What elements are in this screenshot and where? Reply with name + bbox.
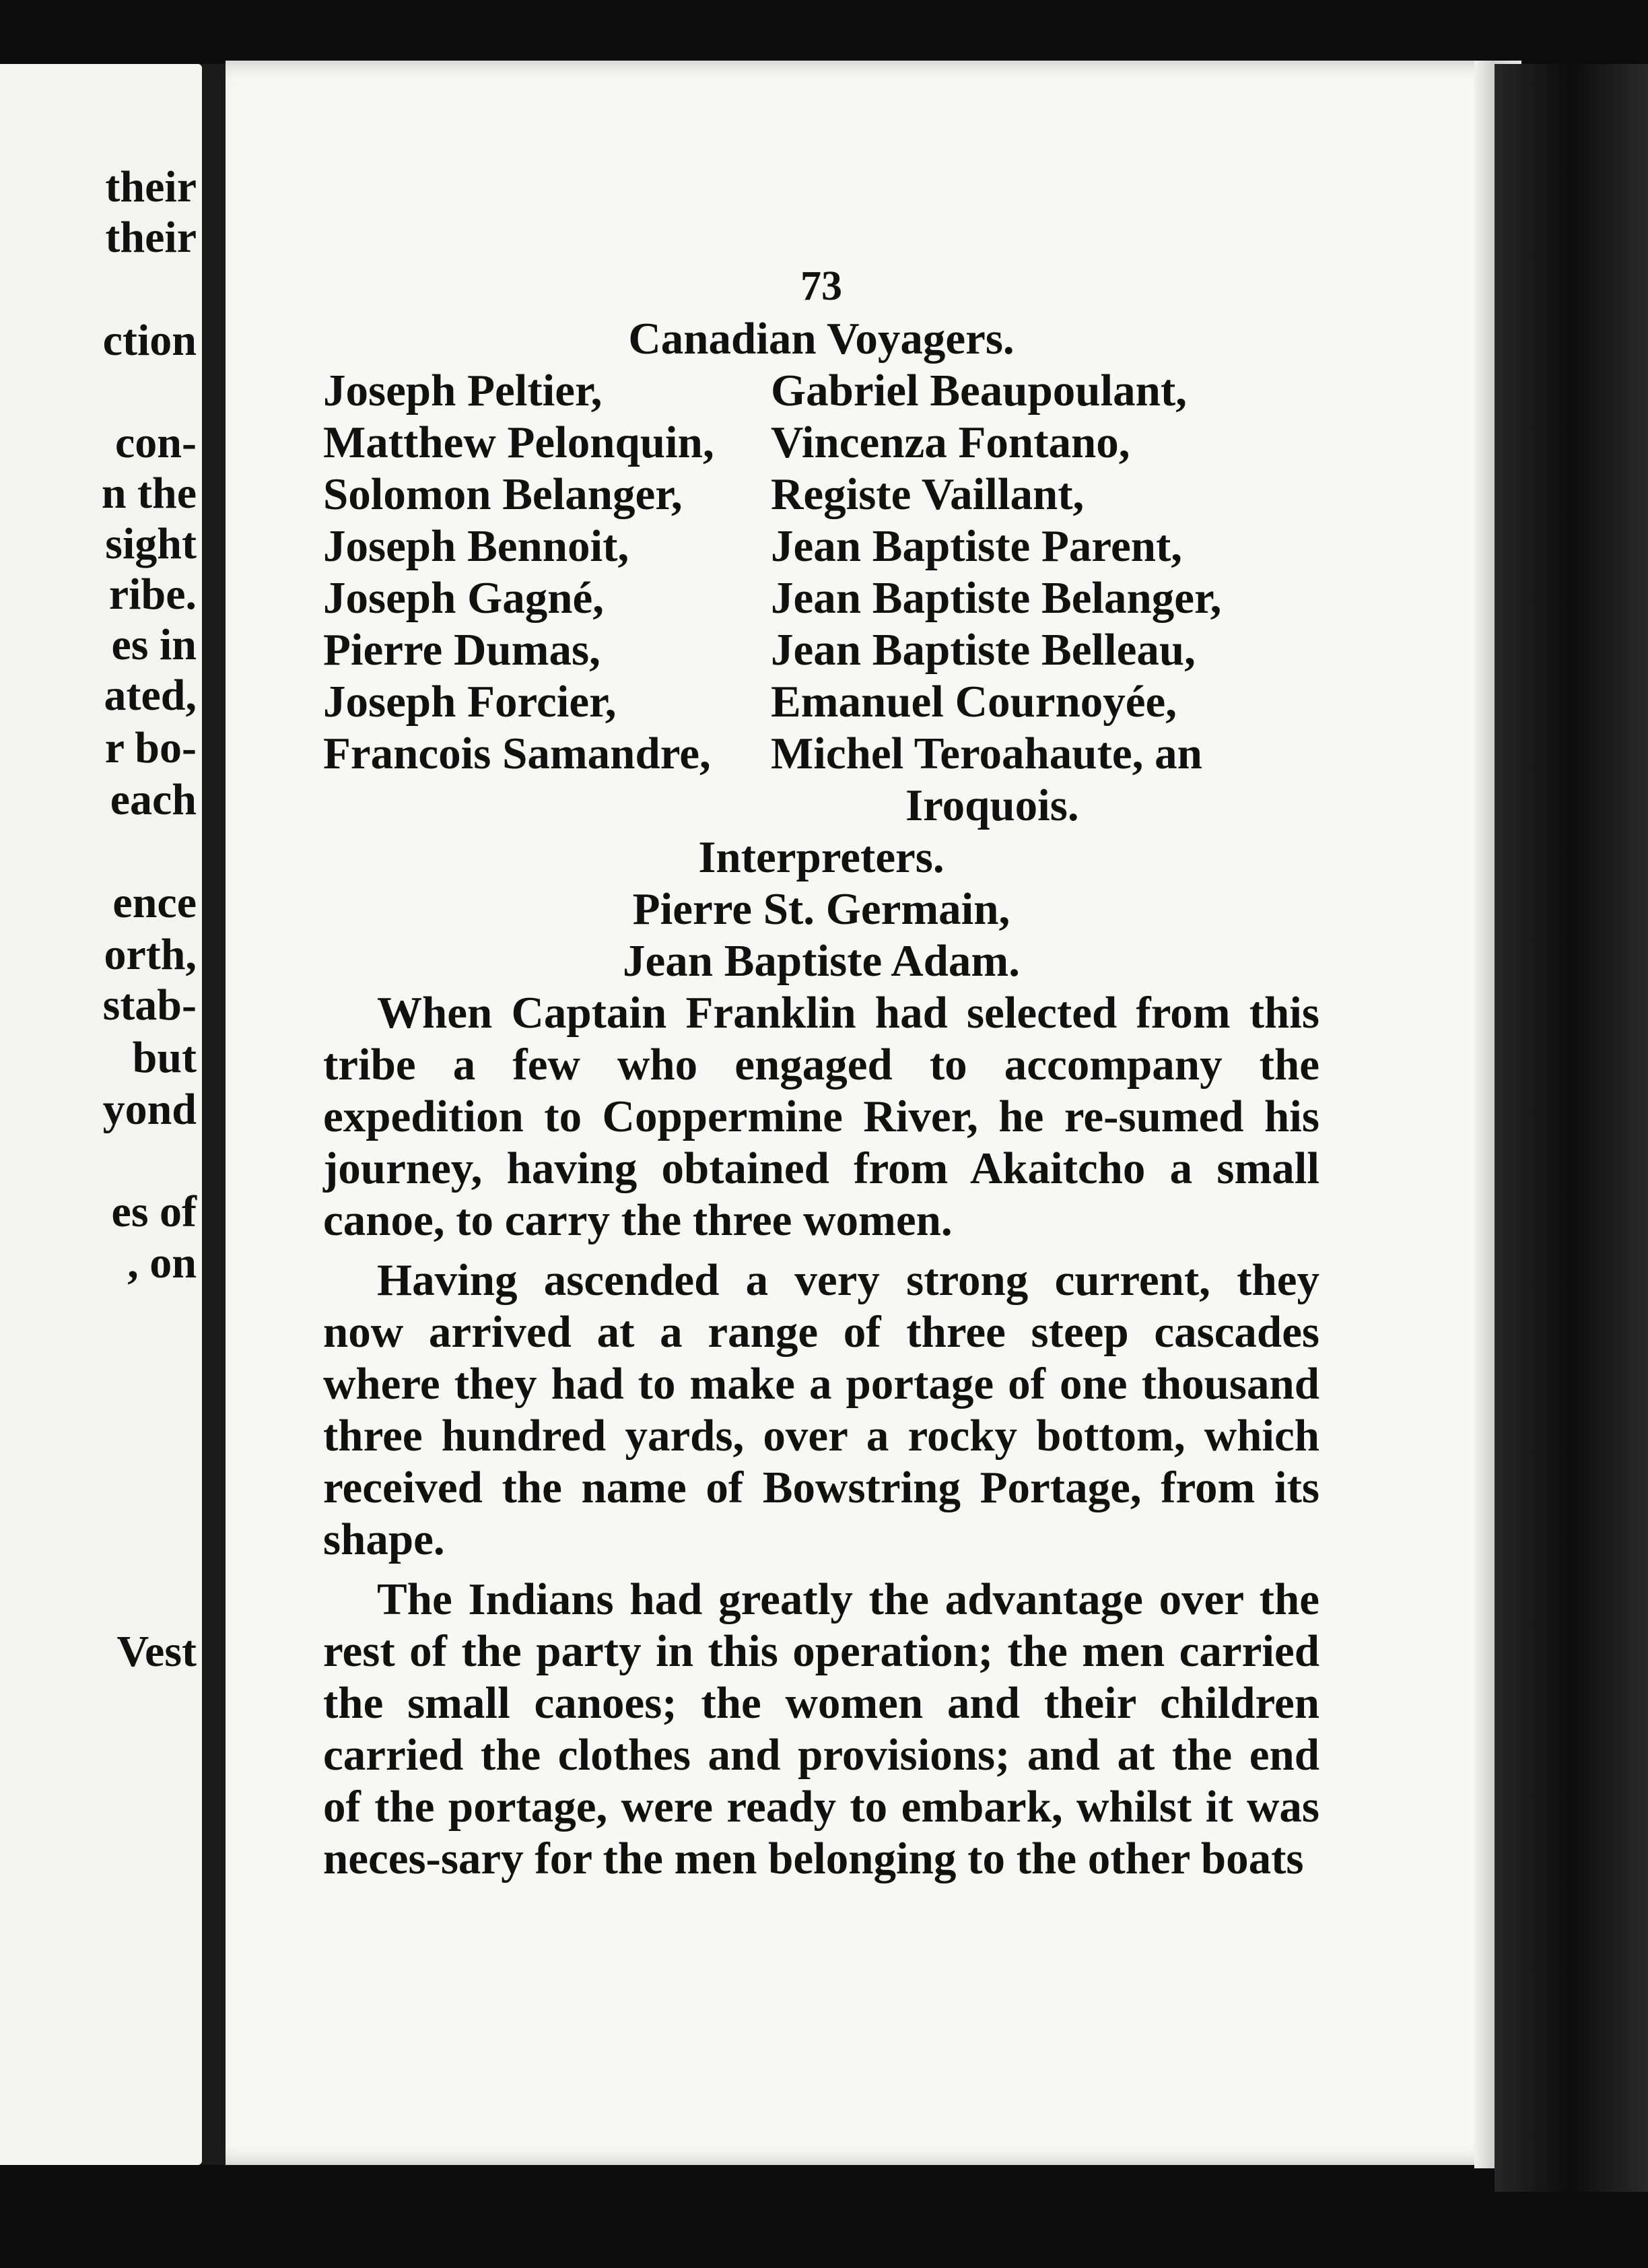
left-page-fragment: , on	[127, 1238, 197, 1288]
voyagers-heading: Canadian Voyagers.	[628, 314, 1015, 364]
left-page-fragment: es of	[111, 1187, 197, 1236]
voyager-name: Jean Baptiste Parent,	[771, 521, 1183, 571]
voyager-name: Pierre Dumas,	[323, 625, 600, 675]
page-content	[323, 259, 1319, 1885]
voyagers-right-column	[771, 365, 1319, 832]
voyager-name: Gabriel Beaupoulant,	[771, 366, 1187, 415]
voyagers-list	[323, 365, 1319, 832]
left-page-fragment: orth,	[104, 930, 197, 979]
voyager-name: Emanuel Cournoyée,	[771, 677, 1177, 727]
left-page-fragment: their	[105, 162, 197, 211]
book-gutter	[202, 64, 229, 2165]
left-page-fragment: but	[132, 1033, 197, 1082]
voyagers-left-column	[323, 365, 771, 832]
voyager-name: Joseph Bennoit,	[323, 521, 629, 571]
left-page-fragment: es in	[111, 620, 197, 669]
interpreters-heading: Interpreters.	[698, 832, 945, 882]
voyager-name: Michel Teroahaute, an	[771, 729, 1202, 778]
voyager-name: Registe Vaillant,	[771, 469, 1085, 519]
interpreter-name: Pierre St. Germain,	[632, 884, 1010, 934]
voyager-name: Solomon Belanger,	[323, 469, 683, 519]
voyager-name-continuation: Iroquois.	[905, 780, 1079, 830]
voyager-name: Joseph Forcier,	[323, 677, 617, 727]
page-number: 73	[800, 263, 842, 309]
left-page-fragment: ence	[112, 878, 197, 927]
left-page-fragment: stab-	[102, 980, 197, 1030]
paragraph: Having ascended a very strong current, they now arrived at a range of three steep cascades where they had to make a portage of one thousand three hundred yards, over a rocky bottom, which received the name of Bowstring Portage, from its shape.	[323, 1255, 1319, 1564]
voyager-name: Francois Samandre,	[323, 729, 711, 778]
left-page-fragment: their	[105, 213, 197, 262]
voyager-name: Joseph Gagné,	[323, 573, 604, 623]
voyager-name: Vincenza Fontano,	[771, 418, 1130, 467]
left-page-fragment: each	[110, 775, 197, 824]
left-page-fragment: ction	[102, 316, 197, 365]
left-page-fragment: yond	[102, 1085, 197, 1134]
interpreter-name: Jean Baptiste Adam.	[622, 936, 1020, 986]
voyager-name: Joseph Peltier,	[323, 366, 603, 415]
book-binding	[1495, 64, 1648, 2192]
left-page-fragment: sight	[105, 519, 197, 568]
voyager-name: Jean Baptiste Belanger,	[771, 573, 1222, 623]
left-page-fragment: ribe.	[108, 570, 197, 619]
voyager-name: Matthew Pelonquin,	[323, 418, 714, 467]
left-page-fragment: con-	[115, 418, 197, 467]
paragraph: The Indians had greatly the advantage over the rest of the party in this operation; the men carried the small canoes; the women and their children carried the clothes and provisions; and at the end of the portage, were ready to embark, whilst it was neces-sary for the men belonging to the other boats	[323, 1574, 1319, 1883]
voyager-name: Jean Baptiste Belleau,	[771, 625, 1196, 675]
left-page-fragment: r bo-	[104, 723, 197, 772]
left-page-fragment: Vest	[116, 1627, 197, 1676]
paragraph: When Captain Franklin had selected from this tribe a few who engaged to accompany the expedition to Coppermine River, he re-sumed his journey, having obtained from Akaitcho a small canoe, to carry the three women.	[323, 988, 1319, 1245]
left-page	[0, 64, 202, 2165]
left-page-fragment: ated,	[104, 671, 197, 720]
left-page-fragment: n the	[101, 469, 197, 518]
